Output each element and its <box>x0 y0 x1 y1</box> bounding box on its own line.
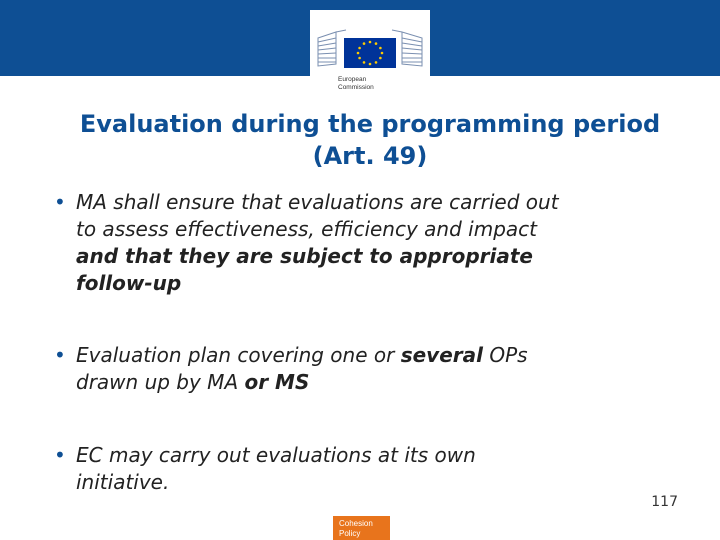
badge-text-line2: Policy <box>339 529 361 538</box>
bullet-text-line: EC may carry out evaluations at its own <box>76 443 476 467</box>
page-number: 117 <box>651 494 678 510</box>
bullet-text-line: initiative. <box>76 470 170 494</box>
logo-wordmark <box>338 76 374 92</box>
bullet-text-segment: drawn up by MA <box>76 370 245 394</box>
badge-text-line1: Cohesion <box>339 519 373 528</box>
bullet-text-line <box>54 369 674 396</box>
bullet-item <box>54 189 674 297</box>
bullet-text-line-bold: follow-up <box>76 271 182 295</box>
cohesion-policy-badge <box>333 516 390 540</box>
bullet-text-emphasis: several <box>400 343 483 367</box>
bullet-item <box>54 342 674 396</box>
slide-title <box>30 108 710 172</box>
bullet-text-line-bold: and that they are subject to appropriate <box>76 244 533 268</box>
berlaymont-building-icon <box>310 10 430 76</box>
bullet-text-line: to assess effectiveness, efficiency and impact <box>76 217 537 241</box>
bullet-text-line <box>54 342 674 369</box>
bullet-text-segment: Evaluation plan covering one or <box>76 343 401 367</box>
bullet-item <box>54 442 674 496</box>
bullet-icon: • <box>54 343 66 367</box>
slide-title-line2: (Art. 49) <box>312 142 428 170</box>
bullet-text-line: MA shall ensure that evaluations are carried out <box>76 190 559 214</box>
slide-title-line1: Evaluation during the programming period <box>79 110 661 138</box>
logo-text-line2: Commission <box>338 84 374 91</box>
bullet-text-emphasis: or MS <box>244 370 310 394</box>
bullet-text-segment: OPs <box>483 343 528 367</box>
bullet-icon: • <box>54 190 66 214</box>
bullet-icon: • <box>54 443 66 467</box>
european-commission-logo <box>310 10 430 100</box>
logo-text-line1: European <box>338 76 367 83</box>
